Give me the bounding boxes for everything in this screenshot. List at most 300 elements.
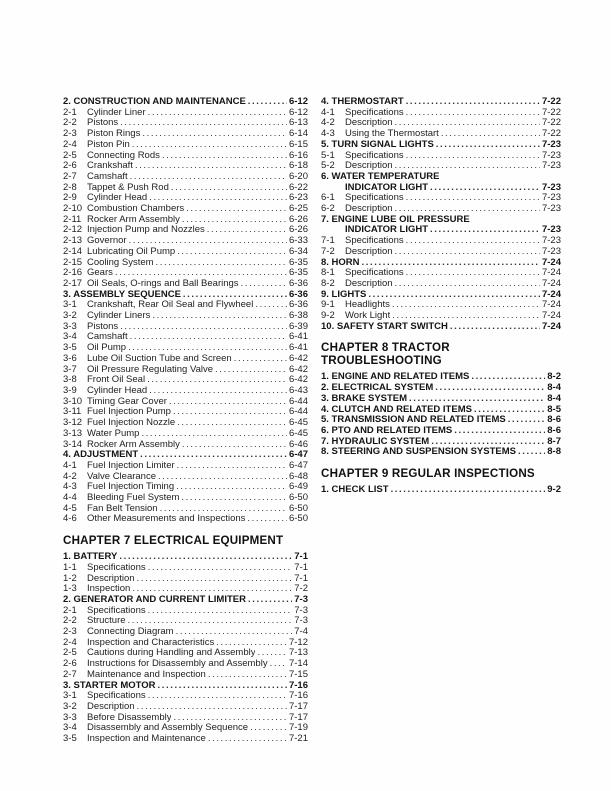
entry-number: 2-3 [63, 626, 77, 638]
section-title: 2. ELECTRICAL SYSTEM [321, 383, 434, 394]
entry-number: 3-4 [63, 331, 77, 343]
entry-number: 3-2 [63, 700, 77, 712]
section-page: 7-23 [541, 224, 561, 236]
entry-label: Description [345, 246, 393, 257]
dot-leader [148, 563, 293, 574]
section-heading [321, 140, 561, 151]
toc-entry [63, 268, 308, 279]
entry-label: Fan Belt Tension [87, 503, 158, 514]
entry-number: 2-3 [63, 128, 77, 140]
entry-page: 6-43 [288, 384, 308, 396]
entry-number: 3-2 [63, 310, 77, 322]
dot-leader [406, 108, 540, 119]
toc-entry [63, 365, 308, 376]
entry-number: 3-14 [63, 438, 83, 450]
toc-entry [63, 713, 308, 724]
entry-page: 6-49 [288, 481, 308, 493]
dot-leader [182, 215, 287, 226]
dot-leader [137, 574, 293, 585]
entry-label: Cautions during Handling and Assembly [87, 648, 256, 659]
toc-entry [63, 691, 308, 702]
toc-entry [321, 151, 561, 162]
dot-leader [518, 447, 545, 458]
toc-entry [63, 386, 308, 397]
entry-label: Rocker Arm Assembly [87, 439, 180, 450]
entry-number: 2-8 [63, 181, 77, 193]
entry-page: 7-2 [294, 583, 308, 595]
section-heading [63, 290, 308, 301]
toc-entry [63, 482, 308, 493]
section-title: 1. CHECK LIST [321, 485, 389, 496]
section-heading [63, 681, 308, 692]
toc-entry [63, 118, 308, 129]
toc-entry [63, 472, 308, 483]
entry-page: 7-17 [288, 711, 308, 723]
entry-label: Specifications [87, 562, 146, 573]
entry-number: 4-2 [63, 470, 77, 482]
toc-entry [321, 268, 561, 279]
toc-entry [63, 461, 308, 472]
entry-number: 5-2 [321, 160, 335, 172]
toc-entry [321, 193, 561, 204]
dot-leader [208, 670, 287, 681]
section-heading [321, 405, 561, 416]
toc-entry [63, 670, 308, 681]
entry-label: Instructions for Disassembly and Assembly [87, 659, 268, 670]
entry-number: 1-1 [63, 561, 77, 573]
dot-leader [474, 405, 545, 416]
section-page: 7-24 [541, 288, 561, 300]
entry-label: Specifications [345, 193, 404, 204]
entry-page: 6-36 [288, 299, 308, 311]
entry-label: Pistons [87, 118, 119, 129]
entry-label: Cylinder Liner [87, 107, 146, 118]
toc-column [321, 97, 561, 791]
entry-label: Inspection [87, 584, 131, 595]
entry-number: 1-3 [63, 583, 77, 595]
entry-number: 3-10 [63, 395, 83, 407]
entry-page: 7-23 [541, 192, 561, 204]
entry-number: 3-9 [63, 384, 77, 396]
section-title: 8. HORN [321, 257, 360, 268]
entry-page: 7-23 [541, 245, 561, 257]
entry-page: 6-16 [288, 149, 308, 161]
section-page: 7-1 [294, 551, 308, 563]
dot-leader [156, 258, 287, 269]
entry-number: 4-3 [321, 128, 335, 140]
dot-leader [406, 193, 540, 204]
section-title: 6. PTO AND RELATED ITEMS [321, 425, 453, 436]
toc-entry [63, 574, 308, 585]
toc-entry [63, 300, 308, 311]
dot-leader [247, 514, 287, 525]
section-page: 9-2 [547, 484, 561, 496]
entry-page: 7-3 [294, 615, 308, 627]
dot-leader [392, 311, 540, 322]
section-title: 1. BATTERY [63, 552, 118, 563]
entry-page: 6-42 [288, 352, 308, 364]
section-heading [321, 372, 561, 383]
dot-leader [368, 290, 540, 301]
section-title: 2. GENERATOR AND CURRENT LIMITER [63, 594, 246, 605]
entry-page: 6-50 [288, 492, 308, 504]
dot-leader [148, 108, 287, 119]
entry-label: Description [345, 161, 393, 172]
entry-number: 3-12 [63, 417, 83, 429]
entry-number: 2-11 [63, 213, 82, 225]
dot-leader [248, 97, 287, 108]
section-page: 8-5 [547, 403, 561, 415]
section-heading-line2 [321, 225, 561, 236]
entry-page: 6-47 [288, 459, 308, 471]
dot-leader [395, 247, 540, 258]
toc-entry [63, 440, 308, 451]
entry-label: Rocker Arm Assembly [87, 214, 180, 225]
entry-number: 2-7 [63, 170, 77, 182]
dot-leader [454, 426, 545, 437]
entry-page: 6-38 [288, 310, 308, 322]
entry-label: Structure [87, 616, 126, 627]
toc-entry [63, 659, 308, 670]
section-title: 3. BRAKE SYSTEM [321, 393, 408, 404]
section-heading [63, 595, 308, 606]
entry-label: Piston Pin [87, 139, 130, 150]
entry-label: Work Light [345, 311, 391, 322]
entry-label: Specifications [87, 691, 146, 702]
dot-leader [450, 322, 540, 333]
toc-entry [63, 311, 308, 322]
section-title: 9. LIGHTS [321, 289, 367, 300]
entry-label: Description [345, 278, 393, 289]
entry-page: 6-25 [288, 203, 308, 215]
entry-number: 2-15 [63, 256, 83, 268]
section-page: 8-7 [547, 435, 561, 447]
entry-number: 2-2 [63, 117, 77, 129]
toc-entry [63, 225, 308, 236]
entry-number: 1-2 [63, 572, 77, 584]
entry-label: Using the Thermostart [345, 129, 439, 140]
dot-leader [132, 140, 287, 151]
entry-number: 4-1 [321, 106, 335, 118]
entry-page: 7-24 [541, 267, 561, 279]
entry-label: Specifications [345, 236, 404, 247]
entry-page: 6-50 [288, 513, 308, 525]
toc-entry [63, 734, 308, 745]
dot-leader [208, 734, 287, 745]
entry-label: Injection Pump and Nozzles [87, 225, 205, 236]
dot-leader [128, 343, 287, 354]
dot-leader [257, 648, 287, 659]
entry-page: 6-39 [288, 320, 308, 332]
toc-entry [63, 129, 308, 140]
entry-label: Specifications [345, 268, 404, 279]
section-heading [321, 383, 561, 394]
section-title: 4. CLUTCH AND RELATED ITEMS [321, 404, 472, 415]
entry-page: 7-12 [288, 636, 308, 648]
entry-page: 7-23 [541, 203, 561, 215]
dot-leader [135, 161, 287, 172]
dot-leader [250, 723, 287, 734]
toc-entry [321, 161, 561, 172]
entry-page: 7-22 [541, 117, 561, 129]
entry-number: 2-14 [63, 245, 83, 257]
dot-leader [392, 300, 540, 311]
entry-label: Headlights [345, 300, 390, 311]
toc-entry [63, 204, 308, 215]
toc-entry [63, 343, 308, 354]
entry-number: 9-2 [321, 310, 335, 322]
dot-leader [186, 204, 287, 215]
section-heading [321, 447, 561, 458]
entry-page: 6-26 [288, 213, 308, 225]
entry-page: 7-24 [541, 299, 561, 311]
toc-entry [321, 118, 561, 129]
entry-number: 4-5 [63, 502, 77, 514]
section-page: 6-47 [288, 449, 308, 461]
dot-leader [430, 183, 540, 194]
entry-label: Specifications [345, 150, 404, 161]
entry-number: 3-4 [63, 722, 77, 734]
toc-entry [63, 322, 308, 333]
section-page: 7-24 [541, 256, 561, 268]
section-page: 7-16 [288, 679, 308, 691]
entry-page: 6-35 [288, 256, 308, 268]
entry-page: 6-34 [288, 245, 308, 257]
toc-entry [63, 151, 308, 162]
entry-number: 4-6 [63, 513, 77, 525]
section-title: 1. ENGINE AND RELATED ITEMS [321, 372, 470, 383]
section-title: 4. THERMOSTART [321, 97, 404, 107]
entry-number: 2-7 [63, 668, 77, 680]
entry-number: 4-4 [63, 492, 77, 504]
section-heading [321, 437, 561, 448]
toc-entry [63, 332, 308, 343]
entry-page: 7-23 [541, 149, 561, 161]
entry-label: Description [345, 118, 393, 129]
dot-leader [183, 290, 287, 301]
entry-label: Camshaft [87, 332, 128, 343]
entry-number: 2-6 [63, 658, 77, 670]
entry-page: 7-24 [541, 277, 561, 289]
toc-entry [63, 514, 308, 525]
toc-entry [63, 397, 308, 408]
entry-page: 6-33 [288, 235, 308, 247]
section-heading [321, 415, 561, 426]
section-heading [321, 258, 561, 269]
dot-leader [391, 485, 546, 496]
entry-number: 2-10 [63, 203, 83, 215]
entry-page: 7-3 [294, 604, 308, 616]
entry-page: 7-17 [288, 700, 308, 712]
dot-leader [130, 172, 287, 183]
section-page: 8-4 [547, 392, 561, 404]
entry-page: 6-23 [288, 192, 308, 204]
dot-leader [435, 383, 545, 394]
entry-page: 6-35 [288, 267, 308, 279]
entry-label: Lubricating Oil Pump [87, 246, 176, 257]
section-page: 7-3 [294, 593, 308, 605]
dot-leader [158, 681, 287, 692]
entry-number: 4-3 [63, 481, 77, 493]
dot-leader [270, 659, 287, 670]
dot-leader [395, 118, 540, 129]
toc-entry [63, 140, 308, 151]
entry-page: 6-36 [288, 277, 308, 289]
dot-leader [248, 595, 292, 606]
section-title: 3. STARTER MOTOR [63, 680, 156, 691]
entry-number: 5-1 [321, 149, 335, 161]
entry-page: 7-22 [541, 106, 561, 118]
dot-leader [142, 129, 287, 140]
entry-page: 7-13 [288, 647, 308, 659]
section-title: 8. STEERING AND SUSPENSION SYSTEMS [321, 447, 516, 458]
dot-leader [441, 129, 540, 140]
toc-entry [63, 236, 308, 247]
entry-label: Piston Rings [87, 129, 141, 140]
section-page: 8-8 [547, 446, 561, 458]
dot-leader [149, 193, 287, 204]
entry-label: Front Oil Seal [87, 375, 146, 386]
entry-label: Cylinder Head [87, 385, 148, 396]
dot-leader [137, 702, 287, 713]
entry-number: 3-3 [63, 320, 77, 332]
dot-leader [406, 268, 540, 279]
entry-label: Maintenance and Inspection [87, 669, 206, 680]
entry-page: 6-12 [288, 106, 308, 118]
entry-label: Specifications [87, 605, 146, 616]
entry-label: Valve Clearance [87, 471, 157, 482]
entry-page: 7-16 [288, 690, 308, 702]
dot-leader [406, 151, 540, 162]
dot-leader [148, 691, 287, 702]
entry-page: 6-13 [288, 117, 308, 129]
toc-entry [321, 279, 561, 290]
toc-entry [63, 723, 308, 734]
entry-page: 6-42 [288, 363, 308, 375]
section-page: 7-23 [541, 181, 561, 193]
section-page: 8-6 [547, 424, 561, 436]
entry-number: 3-5 [63, 342, 77, 354]
toc-entry [63, 215, 308, 226]
section-heading [321, 426, 561, 437]
entry-number: 3-1 [63, 690, 77, 702]
entry-number: 2-1 [63, 604, 77, 616]
entry-label: Camshaft [87, 171, 128, 182]
dot-leader [406, 97, 540, 108]
toc-entry [321, 311, 561, 322]
toc-entry [321, 204, 561, 215]
entry-label: Oil Pressure Regulating Valve [87, 364, 214, 375]
toc-entry [63, 418, 308, 429]
dot-leader [152, 311, 287, 322]
dot-leader [171, 183, 287, 194]
dot-leader [173, 407, 287, 418]
toc-entry [63, 161, 308, 172]
section-heading [63, 97, 308, 108]
entry-number: 3-11 [63, 406, 82, 418]
entry-page: 6-41 [288, 342, 308, 354]
dot-leader [176, 482, 287, 493]
section-heading [321, 485, 561, 496]
dot-leader [409, 394, 545, 405]
section-heading [63, 552, 308, 563]
toc-entry [63, 247, 308, 258]
entry-page: 7-22 [541, 128, 561, 140]
entry-number: 8-1 [321, 267, 335, 279]
entry-label: Inspection and Characteristics [87, 637, 215, 648]
entry-page: 6-42 [288, 374, 308, 386]
dot-leader [120, 322, 287, 333]
entry-label: Connecting Rods [87, 150, 160, 161]
entry-page: 7-15 [288, 668, 308, 680]
section-page: 7-22 [541, 96, 561, 107]
section-title: INDICATOR LIGHT [345, 225, 429, 236]
toc-entry [63, 648, 308, 659]
toc-entry [63, 563, 308, 574]
entry-number: 7-2 [321, 245, 335, 257]
toc-entry [63, 493, 308, 504]
section-title: 7. HYDRAULIC SYSTEM [321, 436, 430, 447]
toc-entry [63, 638, 308, 649]
entry-page: 6-48 [288, 470, 308, 482]
section-page: 6-36 [288, 288, 308, 300]
entry-page: 7-24 [541, 310, 561, 322]
entry-label: Combustion Chambers [87, 204, 185, 215]
entry-page: 7-1 [294, 561, 308, 573]
chapter-heading: CHAPTER 9 REGULAR INSPECTIONS [321, 467, 535, 481]
dot-leader [431, 437, 545, 448]
entry-label: Pistons [87, 321, 119, 332]
entry-number: 3-8 [63, 374, 77, 386]
entry-page: 7-21 [288, 733, 308, 745]
toc-entry [63, 354, 308, 365]
entry-label: Oil Pump [87, 343, 127, 354]
entry-label: Fuel Injection Timing [87, 482, 175, 493]
dot-leader [215, 365, 287, 376]
entry-label: Gears [87, 268, 113, 279]
toc-entry [63, 429, 308, 440]
entry-number: 4-1 [63, 459, 77, 471]
entry-number: 3-5 [63, 733, 77, 745]
entry-page: 6-22 [288, 181, 308, 193]
dot-leader [120, 118, 287, 129]
entry-number: 6-1 [321, 192, 335, 204]
section-page: 6-12 [288, 96, 308, 107]
dot-leader [177, 461, 287, 472]
entry-page: 6-15 [288, 138, 308, 150]
entry-page: 6-46 [288, 438, 308, 450]
entry-label: Timing Gear Cover [87, 396, 167, 407]
entry-number: 2-6 [63, 160, 77, 172]
dot-leader [140, 450, 287, 461]
entry-number: 2-9 [63, 192, 77, 204]
dot-leader [241, 279, 287, 290]
section-heading [63, 450, 308, 461]
entry-label: Oil Seals, O-rings and Ball Bearings [87, 278, 239, 289]
chapter-heading: CHAPTER 7 ELECTRICAL EQUIPMENT [63, 534, 284, 548]
entry-number: 2-1 [63, 106, 77, 118]
section-page: 8-6 [547, 414, 561, 426]
entry-number: 2-13 [63, 235, 83, 247]
toc-entry [63, 627, 308, 638]
dot-leader [255, 300, 287, 311]
entry-label: Description [87, 573, 135, 584]
entry-label: Fuel Injection Limiter [87, 460, 175, 471]
chapter-heading: CHAPTER 8 TRACTOR TROUBLESHOOTING [321, 341, 450, 368]
entry-label: Lube Oil Suction Tube and Screen [87, 353, 232, 364]
entry-page: 7-4 [294, 626, 308, 638]
entry-page: 6-20 [288, 170, 308, 182]
